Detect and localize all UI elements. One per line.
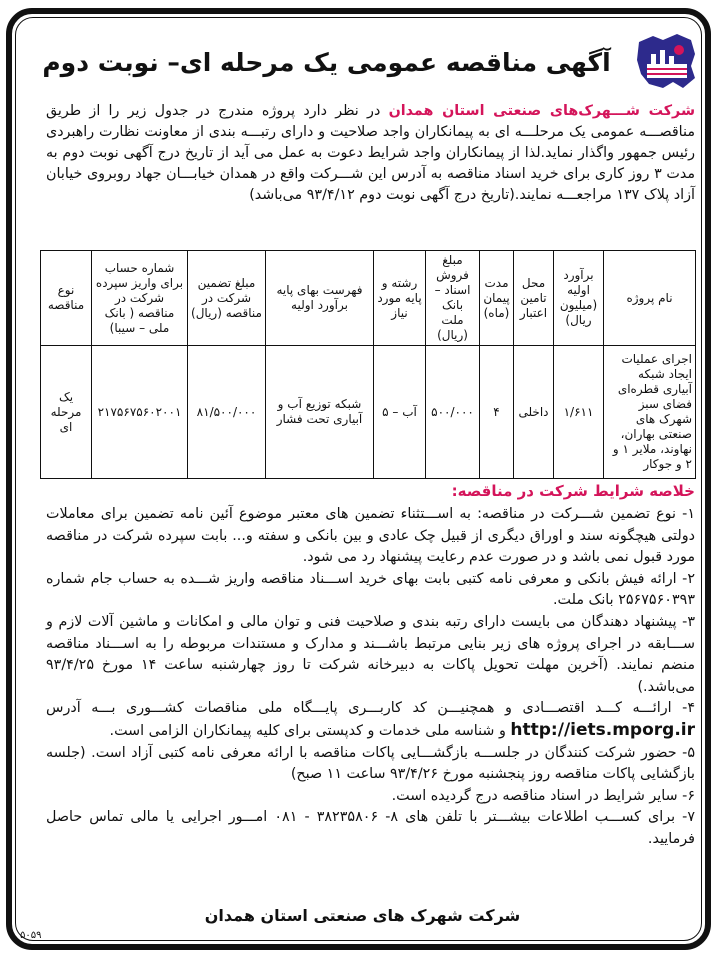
table-header: محل تامین اعتبار bbox=[514, 251, 554, 346]
table-cell: ۲۱۷۵۶۷۵۶۰۲۰۰۱ bbox=[92, 346, 188, 479]
condition-item-4-tail: و شناسه ملی خدمات و کدپستی برای کلیه پیمانکاران الزامی است. bbox=[109, 722, 506, 739]
condition-item-4-text: ۴- ارائـــه کـــد اقتصـــادی و همچنیـــن کد کاربـــری پایـــگاه ملی مناقصات کشـــوری بـــه آدرس bbox=[46, 700, 695, 717]
company-name: شرکت شـــهرک‌های صنعتی استان همدان bbox=[388, 103, 696, 119]
table-cell: شبکه توزیع آب و آبیاری تحت فشار bbox=[266, 346, 374, 479]
condition-item: ۳- پیشنهاد دهندگان می بایست دارای رتبه بندی و صلاحیت فنی و توان مالی و امکانات و ماشین آلات لازم و ســـابقه در اجرای پروژه های زیر بنایی مرتبط باشـــند و مدارک و مستندات مربوطه را به اســـناد مناقصه منضم نمایند. (آخرین مهلت تحویل پاکات به دبیرخانه شرکت تا روز چهارشنبه ساعت ۱۴ مورخ ۹۳/۴/۲۵ می‌باشد.) bbox=[46, 613, 695, 695]
table-cell: داخلی bbox=[514, 346, 554, 479]
ad-code: ۵۰۵۹ bbox=[20, 930, 42, 941]
condition-item: ۵- حضور شرکت کنندگان در جلســـه بازگشـــایی پاکات مناقصه با ارائه معرفی نامه کتبی آزاد است. (جلسه بازگشایی پاکات مناقصه روز پنجشنبه مورخ ۹۳/۴/۲۶ ساعت ۱۱ صبح) bbox=[46, 744, 695, 783]
table-cell: اجرای عملیات ایجاد شبکه آبیاری قطره‌ای فضای سبز شهرک های صنعتی بهاران، نهاوند، ملایر ۱ و ۲ و جوکار bbox=[604, 346, 696, 479]
condition-item: ۲- ارائه فیش بانکی و معرفی نامه کتبی بابت بهای خرید اســـناد مناقصه واریز شـــده به حساب جام شماره ۲۵۶۷۵۶۰۳۹۳ بانک ملت. bbox=[46, 570, 695, 609]
table-header: مدت پیمان (ماه) bbox=[480, 251, 514, 346]
condition-item: ۶- سایر شرایط در اسناد مناقصه درج گردیده است. bbox=[391, 787, 695, 804]
condition-item: ۷- برای کســـب اطلاعات بیشـــتر با تلفن های ۸- ۳۸۲۳۵۸۰۶ - ۰۸۱ امـــور اجرایی یا مالی تماس حاصل فرمایید. bbox=[46, 809, 695, 847]
table-header: مبلغ تضمین شرکت در مناقصه (ریال) bbox=[188, 251, 266, 346]
table-cell: آب – ۵ bbox=[374, 346, 426, 479]
table-cell: یک مرحله ای bbox=[41, 346, 92, 479]
footer-signature: شرکت شهرک های صنعتی استان همدان bbox=[204, 906, 521, 925]
table-header-row bbox=[41, 251, 696, 346]
condition-item: ۱- نوع تضمین شـــرکت در مناقصه: به اســـتثناء تضمین های معتبر موضوع آئین نامه تضمین برای معاملات دولتی هیچگونه سند و اوراق دیگری از قبیل چک عادی و بین بانکی و سفته و... بابت سپرده شرکت در مناقصه مورد قبول نمی باشد و در صورت عدم رعایت پیشنهاد رد می شود. bbox=[46, 506, 695, 566]
table-cell: ۸۱/۵۰۰/۰۰۰ bbox=[188, 346, 266, 479]
table-header: نوع مناقصه bbox=[41, 251, 92, 346]
table-header: برآورد اولیه (میلیون ریال) bbox=[554, 251, 604, 346]
table-header: شماره حساب برای واریز سپرده شرکت در مناقصه ( بانک ملی – سیبا) bbox=[92, 251, 188, 346]
table-header: مبلغ فروش اسناد – بانک ملت (ریال) bbox=[426, 251, 480, 346]
conditions-title: خلاصه شرایط شرکت در مناقصه: bbox=[451, 482, 695, 500]
condition-item bbox=[46, 698, 695, 742]
table-header: رشته و پایه مورد نیاز bbox=[374, 251, 426, 346]
table-cell: ۵۰۰/۰۰۰ bbox=[426, 346, 480, 479]
conditions-list bbox=[46, 504, 695, 851]
table-row bbox=[41, 346, 696, 479]
page-title: آگهی مناقصه عمومی یک مرحله ای– نوبت دوم bbox=[42, 48, 611, 77]
intro-body: در نظر دارد پروژه مندرج در جدول زیر را از طریق مناقصـــه عمومی یک مرحلـــه ای به پیمانکاران واجد صلاحیت و دارای رتبـــه بندی از معاونت نظارت راهبردی رئیس جمهور واگذار نماید.لذا از پیمانکاران واجد شرایط دعوت به عمل می آید از تاریخ درج آگهی نوبت دوم به مدت ۳ روز کاری برای خرید اسناد مناقصه به آدرس این شـــرکت واقع در همدان خیابـــان جهاد روبروی خیابان آزاد پلاک ۱۳۷ مراجعـــه نمایند.(تاریخ درج آگهی نوبت دوم ۹۳/۴/۱۲ می‌باشد) bbox=[46, 103, 695, 203]
industrial-estates-logo-icon bbox=[633, 30, 699, 92]
table-cell: ۴ bbox=[480, 346, 514, 479]
table-header: فهرست بهای پایه برآورد اولیه bbox=[266, 251, 374, 346]
table-cell: ۱/۶۱۱ bbox=[554, 346, 604, 479]
table-header: نام پروژه bbox=[604, 251, 696, 346]
intro-paragraph bbox=[46, 101, 695, 206]
tender-portal-link[interactable]: http://iets.mporg.ir bbox=[510, 719, 695, 740]
tender-table bbox=[40, 250, 696, 479]
